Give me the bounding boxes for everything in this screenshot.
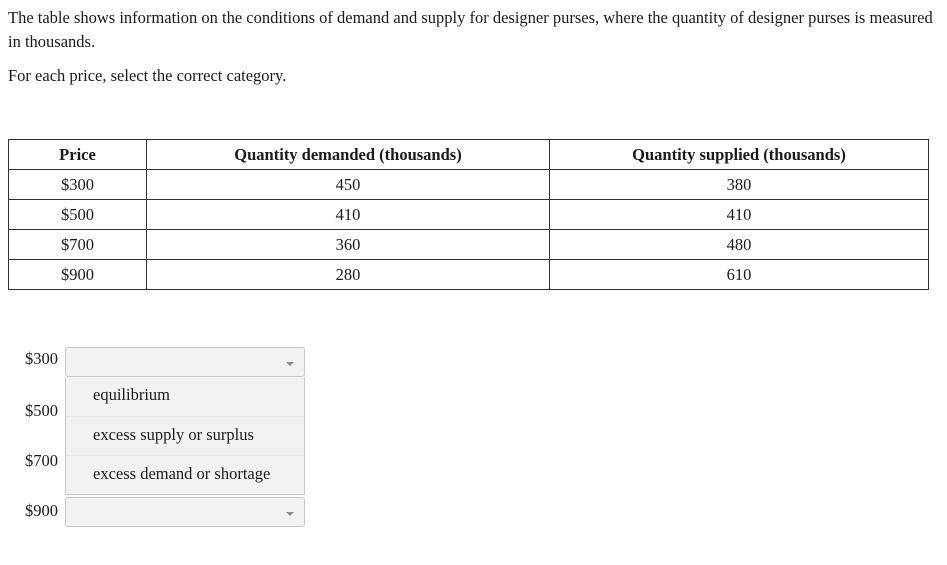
cell-price: $300 [9, 170, 147, 200]
cell-supplied: 610 [550, 260, 929, 290]
cell-supplied: 480 [550, 230, 929, 260]
header-price: Price [9, 140, 147, 170]
cell-demanded: 410 [147, 200, 550, 230]
table-header-row [9, 140, 929, 170]
cell-price: $500 [9, 200, 147, 230]
table-row [9, 170, 929, 200]
cell-demanded: 360 [147, 230, 550, 260]
header-quantity-supplied: Quantity supplied (thousands) [550, 140, 929, 170]
table-row [9, 200, 929, 230]
table-row [9, 260, 929, 290]
answer-label-900: $900 [25, 501, 58, 520]
chevron-down-icon [286, 512, 294, 516]
cell-supplied: 410 [550, 200, 929, 230]
answer-label-300: $300 [25, 349, 58, 368]
question-intro: The table shows information on the conditions of demand and supply for designer purses, where the quantity of designer purses is measured in thousands. [8, 8, 933, 51]
option-equilibrium[interactable]: equilibrium [93, 385, 170, 404]
question-instruction: For each price, select the correct category. [8, 66, 287, 85]
cell-price: $700 [9, 230, 147, 260]
answer-label-500: $500 [25, 401, 58, 420]
header-quantity-demanded: Quantity demanded (thousands) [147, 140, 550, 170]
table-row [9, 230, 929, 260]
cell-supplied: 380 [550, 170, 929, 200]
category-dropdown-menu [65, 377, 305, 495]
cell-price: $900 [9, 260, 147, 290]
supply-demand-table [8, 139, 929, 290]
cell-demanded: 280 [147, 260, 550, 290]
cell-demanded: 450 [147, 170, 550, 200]
category-select-300[interactable] [65, 347, 305, 377]
category-select-900[interactable] [65, 497, 305, 527]
option-excess-demand[interactable]: excess demand or shortage [66, 455, 304, 494]
chevron-down-icon [286, 362, 294, 366]
option-excess-supply[interactable]: excess supply or surplus [66, 416, 304, 455]
answer-label-700: $700 [25, 451, 58, 470]
